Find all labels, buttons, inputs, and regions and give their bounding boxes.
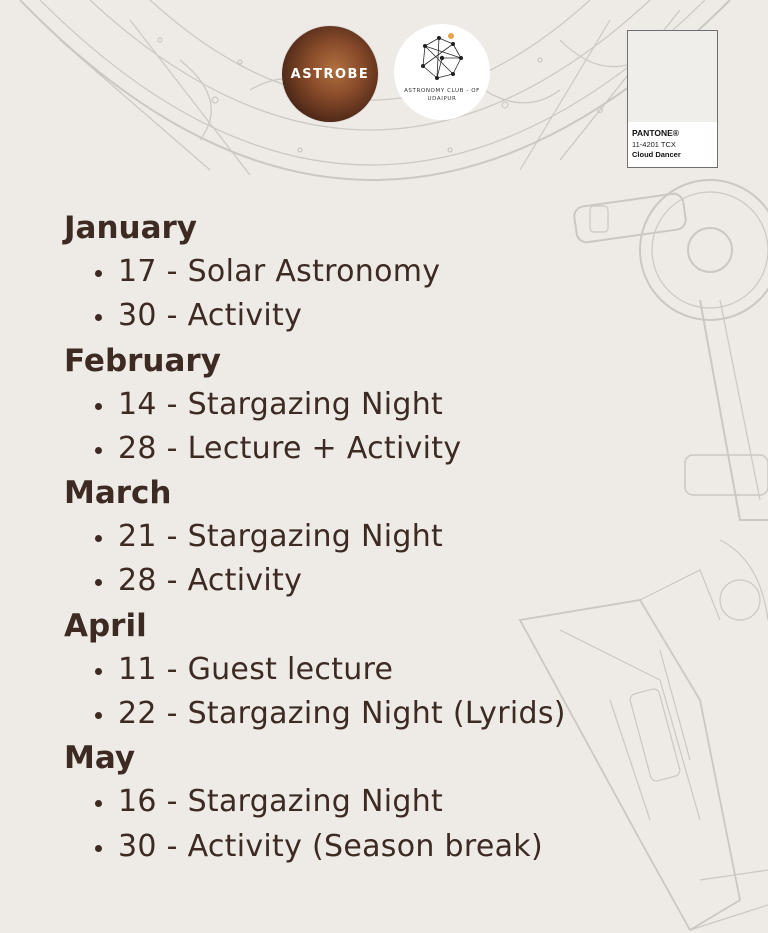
club-name-line1: ASTRONOMY CLUB - OF [404, 88, 480, 94]
pantone-swatch-card [627, 30, 718, 168]
event-item: 14 - Stargazing Night [64, 383, 704, 427]
event-item: 17 - Solar Astronomy [64, 250, 704, 294]
event-item: 21 - Stargazing Night [64, 515, 704, 559]
event-item: 28 - Lecture + Activity [64, 427, 704, 471]
month-heading: April [64, 607, 147, 644]
pantone-color-name: Cloud Dancer [632, 150, 681, 159]
event-item: 30 - Activity [64, 294, 704, 338]
event-item: 30 - Activity (Season break) [64, 825, 704, 869]
month-heading: February [64, 342, 221, 379]
pantone-code: 11-4201 TCX [632, 140, 676, 149]
astrobe-logo-text: ASTROBE [290, 66, 370, 82]
month-section-may [64, 736, 704, 869]
month-heading: January [64, 210, 198, 246]
astronomy-club-logo [394, 24, 490, 120]
month-section-april [64, 604, 704, 737]
month-section-february [64, 339, 704, 472]
club-name-line2: UDAIPUR [427, 96, 457, 102]
event-item: 28 - Activity [64, 559, 704, 603]
pantone-label-area [628, 122, 717, 167]
month-section-march [64, 471, 704, 604]
month-heading: May [64, 740, 136, 777]
event-item: 11 - Guest lecture [64, 648, 704, 692]
constellation-network-icon [415, 32, 469, 86]
pantone-brand: PANTONE® [632, 128, 680, 138]
event-item: 16 - Stargazing Night [64, 780, 704, 824]
event-schedule [64, 206, 704, 869]
pantone-color-swatch [628, 31, 717, 122]
astrobe-logo [282, 26, 378, 122]
month-section-january [64, 206, 704, 339]
event-item: 22 - Stargazing Night (Lyrids) [64, 692, 704, 736]
month-heading: March [64, 475, 172, 512]
